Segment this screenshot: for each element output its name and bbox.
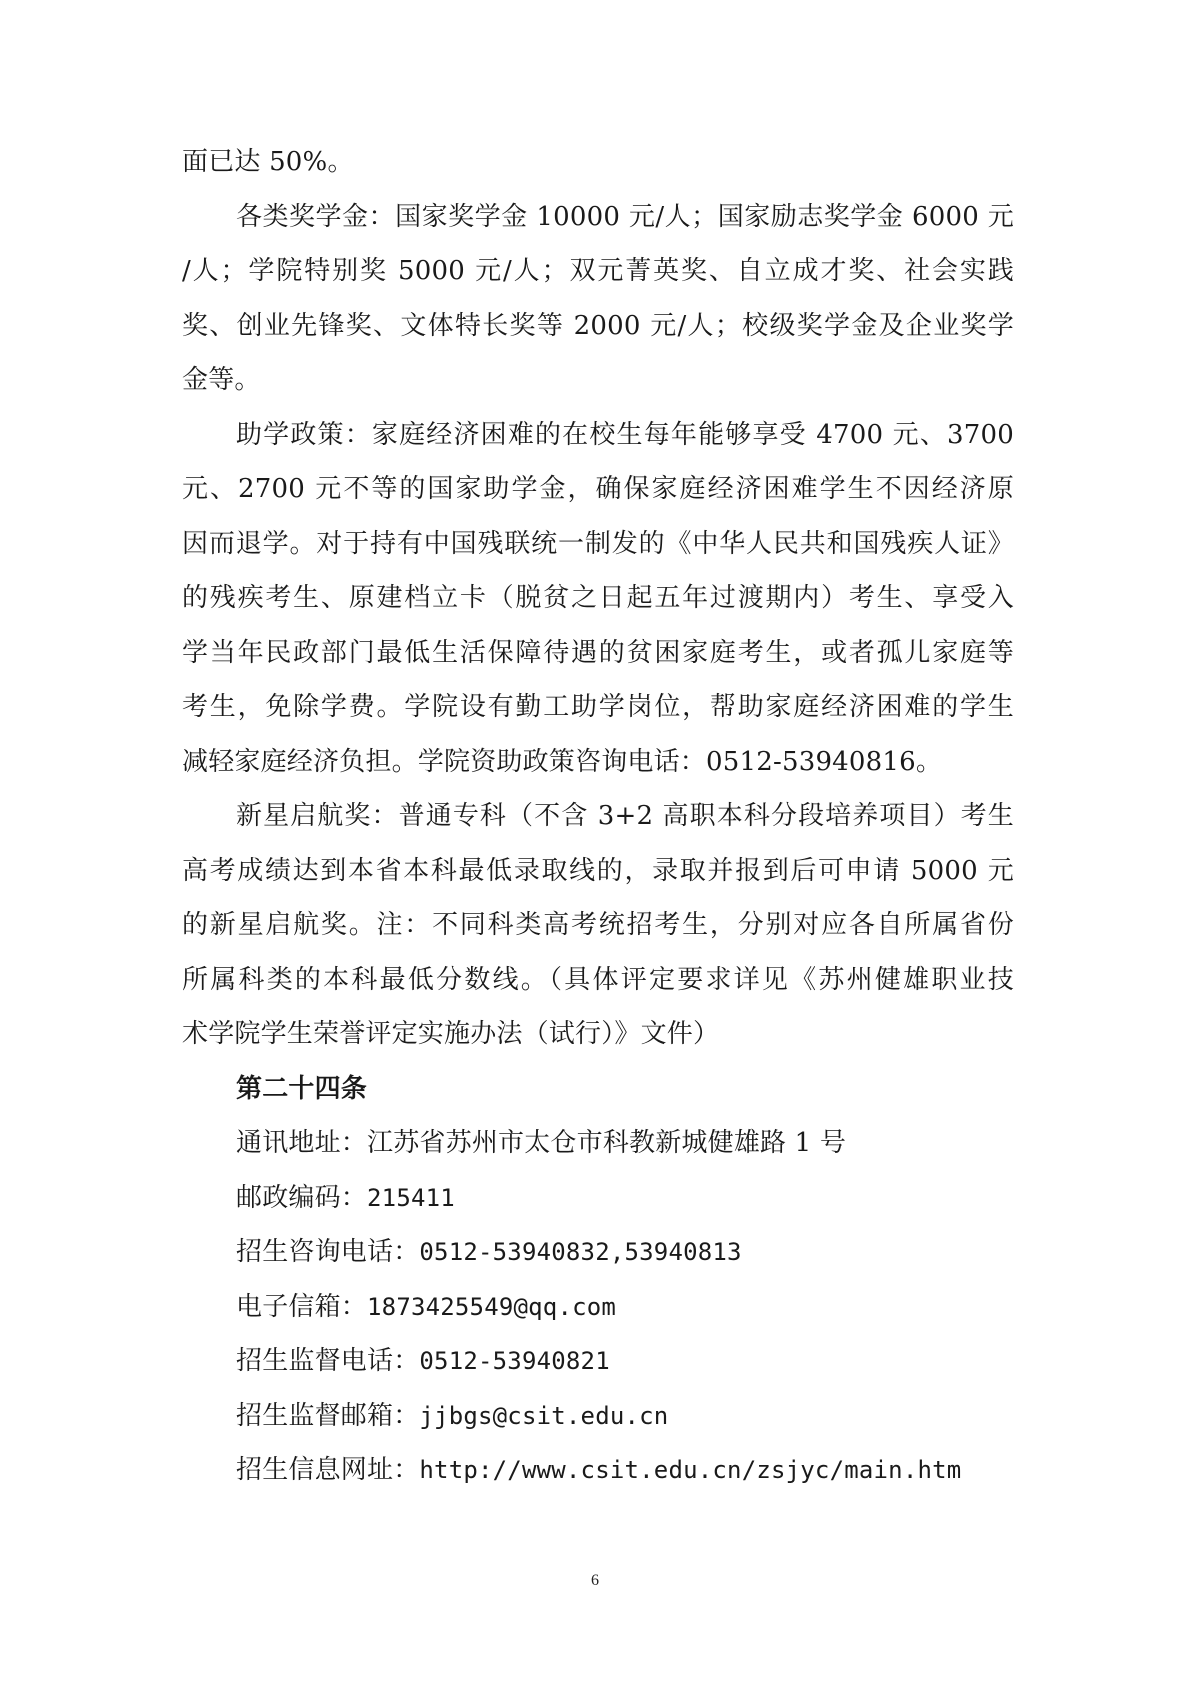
text-line: 面已达 50%。 bbox=[182, 147, 354, 177]
contact-label: 通讯地址： bbox=[236, 1128, 368, 1158]
text-line: 新星启航奖：普通专科（不含 3+2 高职本科分段培养项目）考生 bbox=[236, 801, 1014, 831]
contact-email bbox=[182, 1280, 1014, 1335]
contact-supervision-email bbox=[182, 1389, 1014, 1444]
contact-website bbox=[182, 1443, 1014, 1498]
contact-label: 招生监督电话： bbox=[236, 1346, 420, 1376]
document-body bbox=[182, 135, 1014, 1498]
contact-value: jjbgs@csit.edu.cn bbox=[419, 1401, 669, 1430]
contact-label: 邮政编码： bbox=[236, 1182, 368, 1213]
contact-value: 0512-53940821 bbox=[419, 1347, 610, 1375]
text-line: 的新星启航奖。注：不同科类高考统招考生，分别对应各自所属省份 bbox=[182, 910, 1014, 940]
text-line: 高考成绩达到本省本科最低录取线的，录取并报到后可申请 5000 元 bbox=[182, 855, 1014, 886]
text-line: 的残疾考生、原建档立卡（脱贫之日起五年过渡期内）考生、享受入 bbox=[182, 583, 1014, 613]
contact-label: 招生咨询电话： bbox=[236, 1237, 420, 1267]
contact-postcode bbox=[182, 1171, 1014, 1226]
page-number: 6 bbox=[591, 1572, 599, 1589]
contact-value: http://www.csit.edu.cn/zsjyc/main.htm bbox=[419, 1456, 962, 1484]
contact-supervision-phone bbox=[182, 1334, 1014, 1389]
contact-label: 招生监督邮箱： bbox=[236, 1400, 420, 1431]
text-line: 金等。 bbox=[182, 365, 261, 395]
text-line: 元、2700 元不等的国家助学金，确保家庭经济困难学生不因经济原 bbox=[182, 474, 1014, 504]
contact-label: 招生信息网址： bbox=[236, 1455, 420, 1485]
text-line: 各类奖学金：国家奖学金 10000 元/人；国家励志奖学金 6000 元 bbox=[236, 201, 1014, 232]
text-line: 助学政策：家庭经济困难的在校生每年能够享受 4700 元、3700 bbox=[236, 419, 1014, 450]
contact-label: 电子信箱： bbox=[236, 1291, 368, 1322]
text-line: 所属科类的本科最低分数线。（具体评定要求详见《苏州健雄职业技 bbox=[182, 964, 1014, 995]
contact-value: 215411 bbox=[367, 1183, 455, 1212]
text-line: 术学院学生荣誉评定实施办法（试行）》文件） bbox=[182, 1019, 720, 1049]
text-line: 奖、创业先锋奖、文体特长奖等 2000 元/人；校级奖学金及企业奖学 bbox=[182, 310, 1014, 341]
text-line: 学当年民政部门最低生活保障待遇的贫困家庭考生，或者孤儿家庭等 bbox=[182, 637, 1014, 668]
contact-address bbox=[182, 1116, 1014, 1171]
contact-value: 江苏省苏州市太仓市科教新城健雄路 1 号 bbox=[367, 1128, 847, 1158]
contact-value: 1873425549@qq.com bbox=[367, 1292, 617, 1321]
text-line: 减轻家庭经济负担。学院资助政策咨询电话：0512-53940816。 bbox=[182, 746, 943, 777]
text-line: 因而退学。对于持有中国残联统一制发的《中华人民共和国残疾人证》 bbox=[182, 528, 1014, 559]
contact-phone bbox=[182, 1225, 1014, 1280]
contact-value: 0512-53940832,53940813 bbox=[419, 1238, 742, 1266]
section-heading: 第二十四条 bbox=[236, 1073, 368, 1104]
text-line: 考生，免除学费。学院设有勤工助学岗位，帮助家庭经济困难的学生 bbox=[182, 692, 1014, 722]
text-line: /人；学院特别奖 5000 元/人；双元菁英奖、自立成才奖、社会实践 bbox=[182, 256, 1014, 286]
